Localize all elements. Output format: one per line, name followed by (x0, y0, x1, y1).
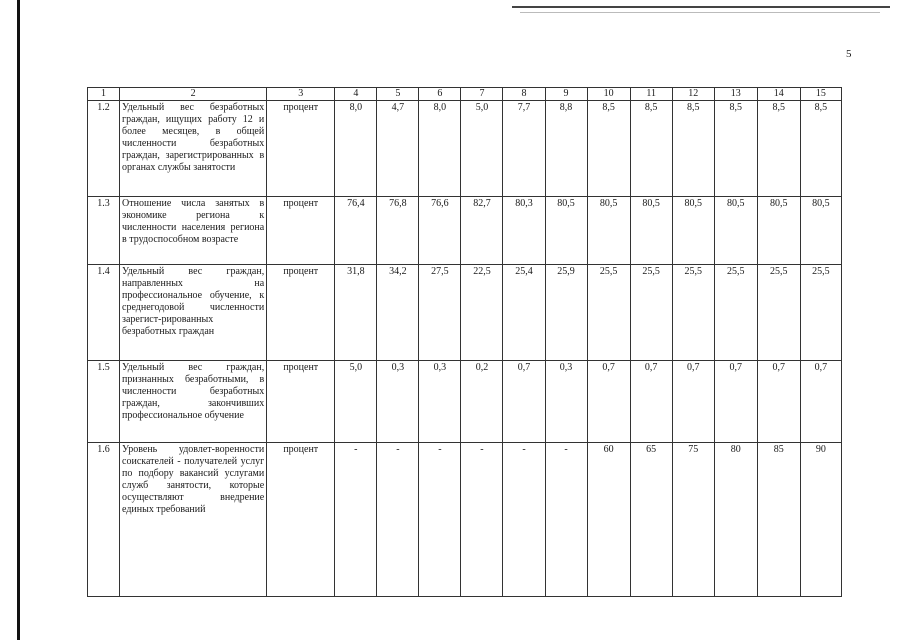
value-cell: 25,9 (545, 265, 587, 361)
value-cell: - (503, 443, 545, 597)
header-cell: 7 (461, 88, 503, 101)
value-cell: 4,7 (377, 101, 419, 197)
value-cell: 80,5 (800, 197, 841, 265)
value-cell: 0,7 (630, 361, 672, 443)
value-cell: 75 (672, 443, 714, 597)
value-cell: 27,5 (419, 265, 461, 361)
value-cell: 0,7 (672, 361, 714, 443)
value-cell: 8,8 (545, 101, 587, 197)
table-row (88, 265, 842, 361)
value-cell: 8,0 (335, 101, 377, 197)
value-cell: 0,3 (377, 361, 419, 443)
unit-cell: процент (267, 101, 335, 197)
value-cell: 65 (630, 443, 672, 597)
header-cell: 9 (545, 88, 587, 101)
value-cell: 0,3 (545, 361, 587, 443)
value-cell: 80,5 (757, 197, 800, 265)
value-cell: 80,5 (672, 197, 714, 265)
value-cell: - (377, 443, 419, 597)
value-cell: 82,7 (461, 197, 503, 265)
statistics-table (87, 87, 842, 597)
header-cell: 14 (757, 88, 800, 101)
value-cell: 8,5 (630, 101, 672, 197)
value-cell: 85 (757, 443, 800, 597)
value-cell: 8,5 (757, 101, 800, 197)
row-number: 1.6 (88, 443, 120, 597)
value-cell: 5,0 (335, 361, 377, 443)
value-cell: 25,5 (757, 265, 800, 361)
table-row (88, 361, 842, 443)
unit-cell: процент (267, 265, 335, 361)
value-cell: 0,7 (800, 361, 841, 443)
value-cell: 25,5 (800, 265, 841, 361)
value-cell: 31,8 (335, 265, 377, 361)
value-cell: 8,5 (672, 101, 714, 197)
value-cell: 8,5 (587, 101, 630, 197)
scan-edge-left (17, 0, 20, 640)
header-cell: 15 (800, 88, 841, 101)
header-cell: 12 (672, 88, 714, 101)
value-cell: - (419, 443, 461, 597)
header-cell: 3 (267, 88, 335, 101)
value-cell: - (461, 443, 503, 597)
header-cell: 13 (714, 88, 757, 101)
value-cell: 76,8 (377, 197, 419, 265)
header-cell: 6 (419, 88, 461, 101)
value-cell: 80,3 (503, 197, 545, 265)
scan-edge-top (512, 6, 890, 8)
value-cell: 0,7 (714, 361, 757, 443)
value-cell: 7,7 (503, 101, 545, 197)
header-cell: 10 (587, 88, 630, 101)
row-number: 1.5 (88, 361, 120, 443)
indicator-text: Удельный вес граждан, направленных на профессиональное обучение, к среднегодовой численности зарегист-рированных безработных граждан (120, 265, 267, 361)
value-cell: 0,7 (757, 361, 800, 443)
value-cell: 25,5 (587, 265, 630, 361)
value-cell: 80,5 (587, 197, 630, 265)
value-cell: 90 (800, 443, 841, 597)
indicator-text: Отношение числа занятых в экономике региона к численности населения региона в трудоспособном возрасте (120, 197, 267, 265)
value-cell: 0,2 (461, 361, 503, 443)
indicator-text: Удельный вес безработных граждан, ищущих работу 12 и более месяцев, в общей численности безработных граждан, зарегистрированных в органах службы занятости (120, 101, 267, 197)
header-cell: 11 (630, 88, 672, 101)
indicator-text: Уровень удовлет-воренности соискателей - получателей услуг по подбору вакансий услугами служб занятости, которые осуществляют внедрение единых требований (120, 443, 267, 597)
value-cell: 0,7 (587, 361, 630, 443)
header-cell: 1 (88, 88, 120, 101)
value-cell: 34,2 (377, 265, 419, 361)
header-cell: 2 (120, 88, 267, 101)
value-cell: 76,6 (419, 197, 461, 265)
table-row (88, 197, 842, 265)
value-cell: 0,3 (419, 361, 461, 443)
value-cell: 60 (587, 443, 630, 597)
value-cell: 8,0 (419, 101, 461, 197)
unit-cell: процент (267, 361, 335, 443)
value-cell: 80,5 (714, 197, 757, 265)
header-cell: 4 (335, 88, 377, 101)
value-cell: 80 (714, 443, 757, 597)
row-number: 1.3 (88, 197, 120, 265)
table-row (88, 101, 842, 197)
value-cell: 80,5 (630, 197, 672, 265)
header-cell: 5 (377, 88, 419, 101)
value-cell: 25,5 (672, 265, 714, 361)
value-cell: - (545, 443, 587, 597)
value-cell: 8,5 (800, 101, 841, 197)
indicator-text: Удельный вес граждан, признанных безработными, в численности безработных граждан, закончивших профессиональное обучение (120, 361, 267, 443)
value-cell: 22,5 (461, 265, 503, 361)
value-cell: 25,4 (503, 265, 545, 361)
value-cell: 0,7 (503, 361, 545, 443)
header-cell: 8 (503, 88, 545, 101)
table-row (88, 443, 842, 597)
value-cell: 8,5 (714, 101, 757, 197)
scan-edge-top-faint (520, 12, 880, 13)
value-cell: - (335, 443, 377, 597)
row-number: 1.2 (88, 101, 120, 197)
value-cell: 5,0 (461, 101, 503, 197)
value-cell: 25,5 (630, 265, 672, 361)
page-number: 5 (846, 48, 852, 60)
unit-cell: процент (267, 443, 335, 597)
value-cell: 25,5 (714, 265, 757, 361)
value-cell: 76,4 (335, 197, 377, 265)
unit-cell: процент (267, 197, 335, 265)
header-row (88, 88, 842, 101)
row-number: 1.4 (88, 265, 120, 361)
value-cell: 80,5 (545, 197, 587, 265)
